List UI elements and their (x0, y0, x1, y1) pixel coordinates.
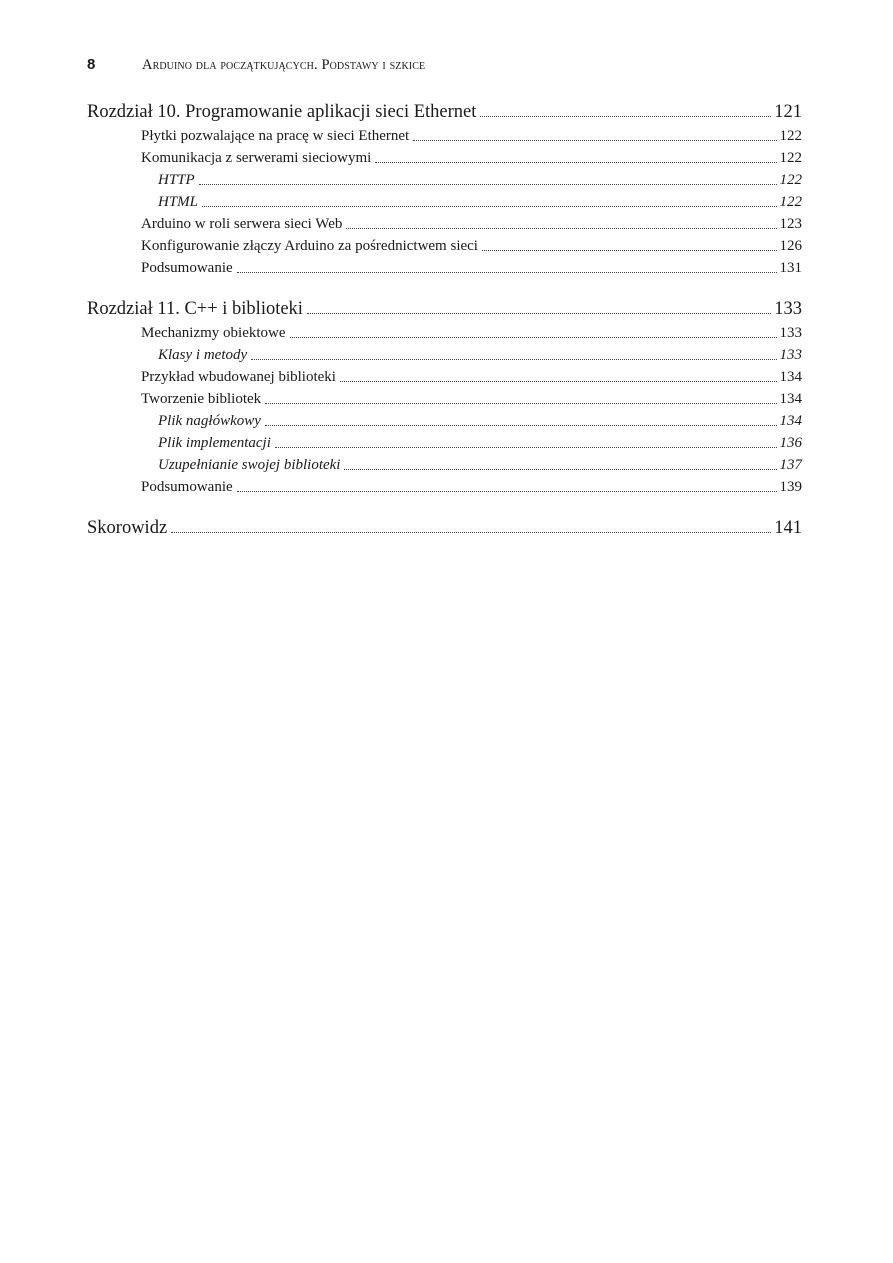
leader-dots (482, 250, 777, 251)
entry-label: Mechanizmy obiektowe (141, 325, 286, 341)
leader-dots (202, 206, 776, 207)
entry-page: 131 (779, 260, 802, 276)
leader-dots (251, 359, 776, 360)
leader-dots (199, 184, 777, 185)
toc-subentry[interactable] (87, 410, 802, 432)
entry-label: Uzupełnianie swojej biblioteki (158, 457, 341, 473)
entry-page: 122 (779, 128, 802, 144)
table-of-contents (87, 100, 802, 541)
chapter-title: Rozdział 10. Programowanie aplikacji sieci Ethernet (87, 102, 477, 122)
chapter-page: 133 (774, 299, 802, 319)
leader-dots (290, 337, 777, 338)
toc-entry[interactable] (87, 322, 802, 344)
leader-dots (480, 116, 771, 117)
leader-dots (375, 162, 776, 163)
entry-page: 134 (779, 391, 802, 407)
leader-dots (346, 228, 776, 229)
toc-entry[interactable] (87, 476, 802, 498)
chapter-title: Rozdział 11. C++ i biblioteki (87, 299, 303, 319)
entry-page: 137 (779, 457, 802, 473)
entry-page: 133 (779, 347, 802, 363)
chapter-heading[interactable] (87, 297, 802, 321)
entry-label: Tworzenie bibliotek (141, 391, 262, 407)
entry-label: Przykład wbudowanej biblioteki (141, 369, 336, 385)
toc-entry[interactable] (87, 388, 802, 410)
toc-subentry[interactable] (87, 169, 802, 191)
entry-label: Klasy i metody (158, 347, 248, 363)
leader-dots (265, 403, 776, 404)
chapter-10 (87, 100, 802, 279)
leader-dots (344, 469, 776, 470)
entry-label: HTML (158, 194, 199, 210)
entry-label: Plik implementacji (158, 435, 271, 451)
entry-page: 122 (779, 150, 802, 166)
entry-label: Arduino w roli serwera sieci Web (141, 216, 343, 232)
page-header (87, 56, 425, 78)
index-entry[interactable] (87, 516, 802, 540)
entry-label: Plik nagłówkowy (158, 413, 261, 429)
chapter-page: 121 (774, 102, 802, 122)
entry-page: 122 (779, 172, 802, 188)
leader-dots (237, 272, 777, 273)
entry-page: 136 (779, 435, 802, 451)
toc-subentry[interactable] (87, 432, 802, 454)
leader-dots (171, 532, 771, 533)
running-title: Arduino dla początkujących. Podstawy i szkice (142, 57, 426, 73)
toc-subentry[interactable] (87, 344, 802, 366)
page-number: 8 (87, 56, 96, 73)
entry-page: 134 (779, 369, 802, 385)
index-page: 141 (774, 518, 802, 538)
entry-page: 134 (779, 413, 802, 429)
entry-page: 122 (779, 194, 802, 210)
chapter-heading[interactable] (87, 100, 802, 124)
toc-entry[interactable] (87, 213, 802, 235)
toc-entry[interactable] (87, 235, 802, 257)
toc-entry[interactable] (87, 147, 802, 169)
leader-dots (275, 447, 777, 448)
entry-page: 123 (779, 216, 802, 232)
entry-page: 126 (779, 238, 802, 254)
toc-entry[interactable] (87, 366, 802, 388)
toc-subentry[interactable] (87, 191, 802, 213)
entry-label: Konfigurowanie złączy Arduino za pośrednictwem sieci (141, 238, 478, 254)
entry-label: Komunikacja z serwerami sieciowymi (141, 150, 372, 166)
chapter-11 (87, 297, 802, 498)
entry-page: 133 (779, 325, 802, 341)
leader-dots (237, 491, 777, 492)
leader-dots (340, 381, 777, 382)
leader-dots (265, 425, 777, 426)
entry-page: 139 (779, 479, 802, 495)
entry-label: HTTP (158, 172, 195, 188)
entry-label: Podsumowanie (141, 479, 233, 495)
leader-dots (413, 140, 776, 141)
toc-entry[interactable] (87, 257, 802, 279)
index-label: Skorowidz (87, 518, 168, 538)
entry-label: Podsumowanie (141, 260, 233, 276)
entry-label: Płytki pozwalające na pracę w sieci Ethernet (141, 128, 410, 144)
leader-dots (307, 313, 771, 314)
toc-subentry[interactable] (87, 454, 802, 476)
toc-entry[interactable] (87, 125, 802, 147)
